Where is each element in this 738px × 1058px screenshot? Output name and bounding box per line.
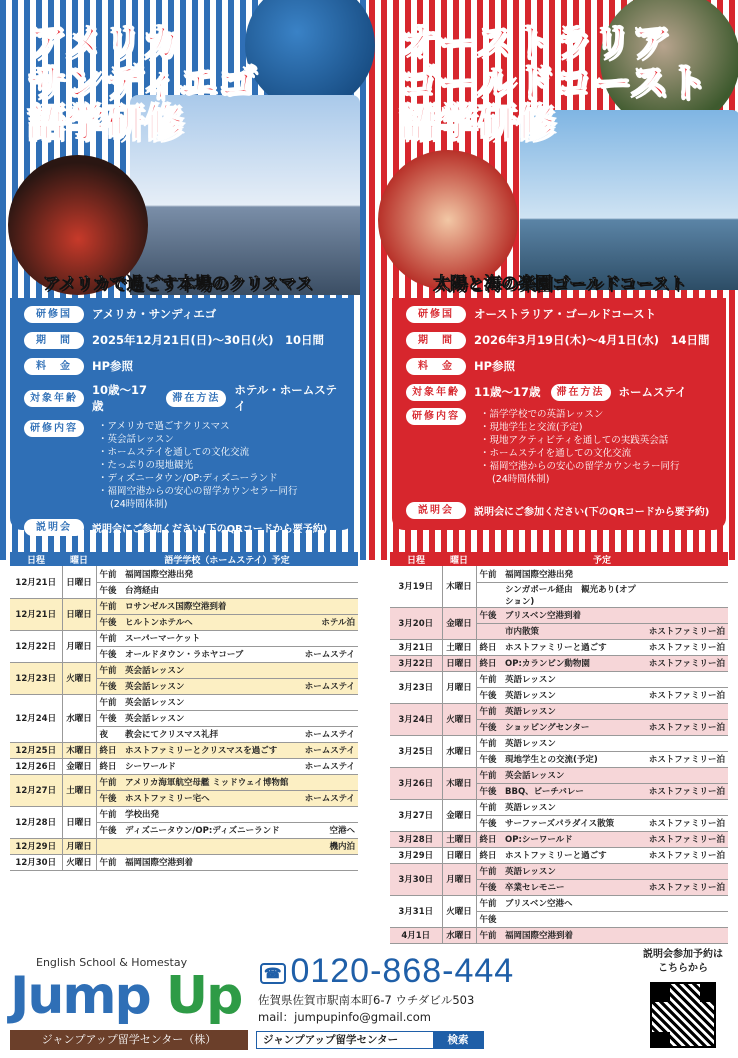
weekday-cell: 水曜日 [442,735,476,767]
table-row [10,566,358,582]
activity-cell: 学校出発 [122,806,299,822]
period-value: 2026年3月19日(木)～4月1日(水) 14日間 [474,333,710,347]
col-date: 日程 [10,552,62,566]
weekday-cell: 水曜日 [62,694,96,742]
fee-value: HP参照 [92,359,134,373]
tag-period: 期 間 [24,332,84,349]
activity-cell: 英語レッスン [502,799,646,815]
activity-cell: アメリカ海軍航空母艦 ミッドウェイ博物館 [122,774,299,790]
activity-cell: ディズニータウン/OP:ディズニーランド [122,822,299,838]
time-cell: 午前 [96,854,122,870]
right-title-line: 語学研修 [400,100,557,145]
lodging-cell [299,566,358,582]
date-cell: 3月19日 [390,566,442,607]
weekday-cell: 金曜日 [442,799,476,831]
col-weekday: 曜日 [442,552,476,566]
left-info-panel [10,298,354,535]
list-item: ・ アメリカで過ごすクリスマス [98,420,298,433]
list-item: ・ 英会話レッスン [98,433,298,446]
time-cell: 午前 [96,566,122,582]
time-cell: 午前 [476,735,502,751]
activity-cell: 英会話レッスン [502,767,646,783]
stay-value: ホームステイ [618,385,687,399]
lodging-cell: ホストファミリー泊 [646,751,728,767]
lodging-cell [646,895,728,911]
lodging-cell: ホストファミリー泊 [646,879,728,895]
logo-word-up: Up [165,966,242,1026]
lodging-cell [299,630,358,646]
activity-cell: ブリスベン空港到着 [502,607,646,623]
activity-cell: 英語レッスン [502,687,646,703]
lodging-cell: 空港へ [299,822,358,838]
date-cell: 3月22日 [390,655,442,671]
weekday-cell: 日曜日 [62,566,96,598]
activity-cell [502,911,646,927]
time-cell: 午前 [476,767,502,783]
lodging-cell: ホストファミリー泊 [646,847,728,863]
weekday-cell: 日曜日 [62,598,96,630]
tag-age: 対象年齢 [406,384,466,401]
time-cell: 午前 [96,598,122,614]
date-cell: 12月27日 [10,774,62,806]
table-row [10,694,358,710]
time-cell: 午前 [476,566,502,582]
right-info-panel [392,298,726,530]
date-cell: 12月24日 [10,694,62,742]
weekday-cell: 火曜日 [62,662,96,694]
tag-stay: 滞在方法 [166,390,226,407]
lodging-cell [299,662,358,678]
left-title-line: アメリカ [28,21,182,65]
time-cell: 終日 [96,742,122,758]
table-row [10,758,358,774]
list-item: ・ 語学学校での英語レッスン [480,408,680,421]
table-row [390,607,728,623]
right-banner: 太陽と海の楽園ゴールドコースト [432,274,687,294]
activity-cell: ブリスベン空港へ [502,895,646,911]
activity-cell: ヒルトンホテルへ [122,614,299,630]
lodging-cell: ホームステイ [299,726,358,742]
weekday-cell: 土曜日 [442,831,476,847]
weekday-cell: 木曜日 [62,742,96,758]
lodging-cell [646,566,728,582]
period-value: 2025年12月21日(日)～30日(火) 10日間 [92,333,325,347]
activity-cell: 英語レッスン [502,735,646,751]
tag-content: 研修内容 [24,420,84,437]
date-cell: 12月22日 [10,630,62,662]
content-list [480,408,680,486]
date-cell: 3月27日 [390,799,442,831]
phone-number[interactable] [260,952,514,991]
weekday-cell: 日曜日 [442,655,476,671]
date-cell: 3月26日 [390,767,442,799]
activity-cell: 教会にてクリスマス礼拝 [122,726,299,742]
lodging-cell [646,607,728,623]
lodging-cell: ホストファミリー泊 [646,687,728,703]
activity-cell: 福岡国際空港到着 [122,854,299,870]
tag-age: 対象年齢 [24,390,84,407]
weekday-cell: 土曜日 [442,639,476,655]
time-cell: 午後 [476,751,502,767]
lodging-cell [299,582,358,598]
lodging-cell: ホームステイ [299,758,358,774]
table-row [10,854,358,870]
time-cell: 午前 [476,863,502,879]
time-cell [96,838,122,854]
right-main-title [400,21,708,145]
weekday-cell: 木曜日 [442,767,476,799]
date-cell: 4月1日 [390,927,442,943]
lodging-cell: ホストファミリー泊 [646,831,728,847]
tag-country: 研修国 [24,306,84,323]
time-cell: 午前 [476,703,502,719]
time-cell: 終日 [476,639,502,655]
country-value: アメリカ・サンディエゴ [92,307,217,321]
activity-cell: サーファーズパラダイス散策 [502,815,646,831]
company-name: ジャンプアップ留学センター（株） [10,1030,248,1050]
activity-cell: 英語レッスン [502,671,646,687]
list-item: ・ ホームステイを通しての文化交流 [480,447,680,460]
lodging-cell [646,735,728,751]
date-cell: 3月30日 [390,863,442,895]
date-cell: 3月31日 [390,895,442,927]
lodging-cell [646,911,728,927]
right-schedule-table [390,552,728,944]
lodging-cell: ホームステイ [299,790,358,806]
activity-cell: 英会話レッスン [122,678,299,694]
activity-cell: ホストファミリーとクリスマスを過ごす [122,742,299,758]
weekday-cell: 日曜日 [62,806,96,838]
col-date: 日程 [390,552,442,566]
list-item: ・ 福岡空港からの安心の留学カウンセラー同行 [480,460,680,473]
table-row [390,863,728,879]
lodging-cell [299,694,358,710]
activity-cell: ホストファミリー宅へ [122,790,299,806]
right-title-line: オーストラリア [400,21,672,65]
time-cell: 午前 [96,630,122,646]
activity-cell: 台湾経由 [122,582,299,598]
time-cell: 午後 [476,815,502,831]
tag-fee: 料 金 [406,358,466,375]
time-cell: 午前 [96,694,122,710]
lodging-cell [299,598,358,614]
left-banner: アメリカで過ごす本場のクリスマス [42,274,313,294]
col-weekday: 曜日 [62,552,96,566]
activity-cell: スーパーマーケット [122,630,299,646]
table-row [390,566,728,582]
weekday-cell: 土曜日 [62,774,96,806]
weekday-cell: 木曜日 [442,566,476,607]
list-item: ・ ディズニータウン/OP:ディズニーランド [98,472,298,485]
lodging-cell [646,799,728,815]
time-cell: 午後 [476,687,502,703]
time-cell: 午後 [476,783,502,799]
table-row [390,927,728,943]
lodging-cell: ホームステイ [299,646,358,662]
lodging-cell [299,710,358,726]
lodging-cell: ホストファミリー泊 [646,655,728,671]
country-value: オーストラリア・ゴールドコースト [474,307,657,321]
jump-up-logo [10,966,241,1026]
age-value: 11歳～17歳 [474,385,541,399]
time-cell: 午前 [96,806,122,822]
briefing-text: 説明会にご参加ください(下のQRコードから要予約) [92,523,328,535]
tag-briefing: 説明会 [406,502,466,519]
time-cell: 午前 [96,774,122,790]
table-row [390,703,728,719]
date-cell: 3月21日 [390,639,442,655]
activity-cell: 市内散策 [502,623,646,639]
lodging-cell: ホストファミリー泊 [646,623,728,639]
tag-content: 研修内容 [406,408,466,425]
activity-cell: 福岡国際空港出発 [502,566,646,582]
time-cell: 午後 [476,911,502,927]
list-note: (24時間体制) [492,474,550,485]
lodging-cell [646,582,728,607]
lodging-cell [646,863,728,879]
logo-word-jump: Jump [10,966,150,1026]
tag-period: 期 間 [406,332,466,349]
col-plan: 予定 [476,552,728,566]
time-cell: 午後 [476,879,502,895]
weekday-cell: 月曜日 [442,863,476,895]
time-cell: 午前 [476,895,502,911]
time-cell: 午後 [96,646,122,662]
time-cell: 午前 [476,799,502,815]
activity-cell: ホストファミリーと過ごす [502,639,646,655]
time-cell: 終日 [476,655,502,671]
date-cell: 3月25日 [390,735,442,767]
table-row [390,799,728,815]
table-row [390,639,728,655]
left-main-title [28,21,258,145]
left-title-line: サンディエゴ [28,60,258,105]
lodging-cell [646,767,728,783]
activity-cell: シンガポール経由 観光あり(オプション) [502,582,646,607]
date-cell: 12月21日 [10,598,62,630]
time-cell: 午前 [476,671,502,687]
weekday-cell: 火曜日 [62,854,96,870]
stay-value: ホテル・ホームステイ [234,383,338,413]
tag-fee: 料 金 [24,358,84,375]
date-cell: 12月25日 [10,742,62,758]
activity-cell: 英会話レッスン [122,710,299,726]
table-row [390,671,728,687]
activity-cell: シーワールド [122,758,299,774]
briefing-text: 説明会にご参加ください(下のQRコードから要予約) [474,506,710,518]
date-cell: 3月23日 [390,671,442,703]
time-cell: 終日 [96,758,122,774]
date-cell: 12月29日 [10,838,62,854]
table-row [10,838,358,854]
tag-briefing: 説明会 [24,519,84,536]
time-cell: 終日 [476,847,502,863]
time-cell: 午後 [476,607,502,623]
search-box[interactable] [256,1031,484,1049]
activity-cell: ショッピングセンター [502,719,646,735]
table-row [390,655,728,671]
date-cell: 12月23日 [10,662,62,694]
activity-cell: ホストファミリーと過ごす [502,847,646,863]
list-item: ・ 福岡空港からの安心の留学カウンセラー同行 [98,485,298,498]
weekday-cell: 火曜日 [442,895,476,927]
activity-cell: オールドタウン・ラホヤコーブ [122,646,299,662]
activity-cell: 現地学生との交流(予定) [502,751,646,767]
time-cell: 午後 [96,710,122,726]
time-cell [476,582,502,607]
lodging-cell [299,854,358,870]
table-row [10,806,358,822]
theme-park-ride-photo [378,150,518,290]
list-item: ・ 現地学生と交流(予定) [480,421,680,434]
time-cell: 夜 [96,726,122,742]
search-button[interactable]: 検索 [433,1032,483,1048]
list-note: (24時間体制) [110,499,168,510]
activity-cell: 卒業セレモニー [502,879,646,895]
time-cell: 午後 [476,719,502,735]
time-cell: 午後 [96,614,122,630]
age-value: 10歳～17歳 [92,383,148,413]
activity-cell: 英語レッスン [502,703,646,719]
lodging-cell: ホストファミリー泊 [646,639,728,655]
date-cell: 3月24日 [390,703,442,735]
weekday-cell: 日曜日 [442,847,476,863]
qr-caption: 説明会参加予約は こちらから [643,949,723,974]
email-address[interactable]: mail：jumpupinfo@gmail.com [258,1010,431,1024]
date-cell: 12月30日 [10,854,62,870]
activity-cell: OP:シーワールド [502,831,646,847]
lodging-cell: ホストファミリー泊 [646,783,728,799]
weekday-cell: 月曜日 [442,671,476,703]
date-cell: 3月28日 [390,831,442,847]
left-schedule-table [10,552,358,871]
time-cell: 午後 [96,790,122,806]
weekday-cell: 月曜日 [62,630,96,662]
activity-cell: OP:カランビン動物園 [502,655,646,671]
table-row [10,742,358,758]
date-cell: 3月20日 [390,607,442,639]
lodging-cell: 機内泊 [299,838,358,854]
date-cell: 12月21日 [10,566,62,598]
date-cell: 3月29日 [390,847,442,863]
fee-value: HP参照 [474,359,516,373]
table-row [10,630,358,646]
table-row [390,735,728,751]
tag-stay: 滞在方法 [551,384,611,401]
activity-cell: 福岡国際空港出発 [122,566,299,582]
lodging-cell [299,806,358,822]
table-row [390,895,728,911]
lodging-cell: ホームステイ [299,742,358,758]
time-cell: 午前 [96,662,122,678]
list-item: ・ 現地アクティビティを通しての実践英会話 [480,434,680,447]
right-title-line: ゴールドコースト [400,60,708,105]
table-row [10,598,358,614]
lodging-cell [646,703,728,719]
lodging-cell: ホテル泊 [299,614,358,630]
qr-code[interactable] [650,982,716,1048]
time-cell: 午後 [96,678,122,694]
activity-cell: 英会話レッスン [122,662,299,678]
weekday-cell: 金曜日 [442,607,476,639]
lodging-cell [646,671,728,687]
table-row [10,774,358,790]
lodging-cell: ホストファミリー泊 [646,815,728,831]
time-cell: 午前 [476,927,502,943]
address: 佐賀県佐賀市駅南本町6-7 ウチダビル503 [258,993,475,1007]
weekday-cell: 水曜日 [442,927,476,943]
lodging-cell [646,927,728,943]
activity-cell: 福岡国際空港到着 [502,927,646,943]
table-row [10,662,358,678]
activity-cell [122,838,299,854]
freedial-icon: ☎ [260,963,286,984]
col-plan: 語学学校（ホームステイ）予定 [96,552,358,566]
list-item: ・ たっぷりの現地観光 [98,459,298,472]
weekday-cell: 火曜日 [442,703,476,735]
table-row [390,847,728,863]
weekday-cell: 月曜日 [62,838,96,854]
search-query: ジャンプアップ留学センター [257,1032,433,1048]
phone-text: 0120-868-444 [290,952,515,990]
table-row [390,831,728,847]
list-item: ・ ホームステイを通しての文化交流 [98,446,298,459]
tag-country: 研修国 [406,306,466,323]
date-cell: 12月28日 [10,806,62,838]
time-cell: 午後 [96,822,122,838]
date-cell: 12月26日 [10,758,62,774]
activity-cell: ロサンゼルス国際空港到着 [122,598,299,614]
lodging-cell: ホームステイ [299,678,358,694]
activity-cell: 英会話レッスン [122,694,299,710]
time-cell: 午後 [96,582,122,598]
brand-tagline: English School & Homestay [36,956,188,969]
left-title-line: 語学研修 [28,100,185,145]
activity-cell: 英語レッスン [502,863,646,879]
activity-cell: BBQ、ビーチバレー [502,783,646,799]
weekday-cell: 金曜日 [62,758,96,774]
table-row [390,767,728,783]
time-cell [476,623,502,639]
lodging-cell: ホストファミリー泊 [646,719,728,735]
content-list [98,420,298,511]
lodging-cell [299,774,358,790]
time-cell: 終日 [476,831,502,847]
